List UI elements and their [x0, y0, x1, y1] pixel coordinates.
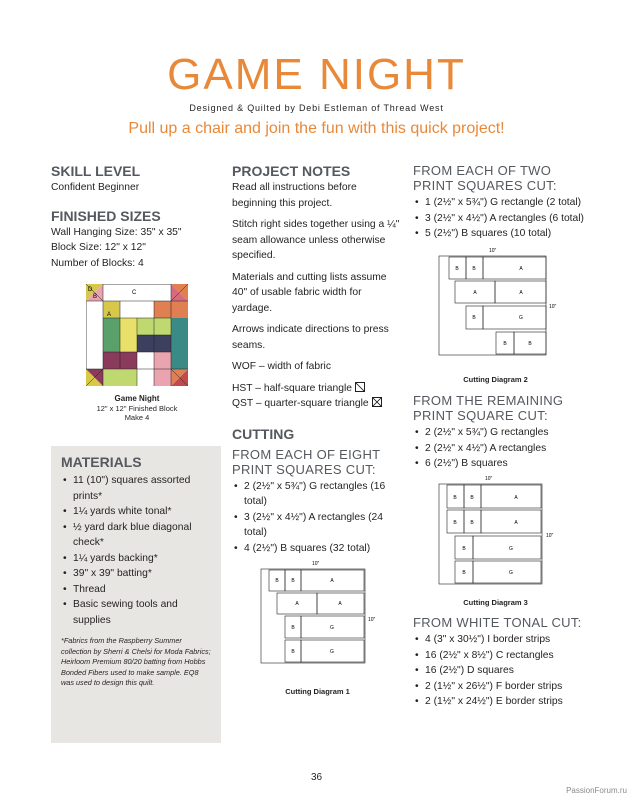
list-item: • 6 (2½") B squares	[413, 456, 603, 472]
diagram-label: A	[519, 266, 523, 272]
list-item: • 16 (2½" x 8½") C rectangles	[413, 648, 603, 664]
diagram-label: G	[509, 546, 513, 552]
list-item: • 11 (10") squares assorted prints*	[61, 473, 211, 504]
quilt-block-illustration	[86, 284, 188, 386]
diagram-label: B	[528, 341, 532, 347]
diagram-label: A	[330, 578, 334, 584]
diagram-label: B	[291, 625, 295, 631]
diagram-label: G	[330, 625, 334, 631]
diagram-label: A	[473, 290, 477, 296]
dim-label: 10"	[485, 476, 493, 482]
dim-label: 10"	[489, 248, 497, 254]
diagram-label: B	[503, 341, 507, 347]
materials-list	[61, 473, 211, 628]
cutting-diagram-3	[433, 473, 558, 587]
cutting-diagram-3-caption: Cutting Diagram 3	[463, 598, 528, 607]
diagram-label: B	[291, 649, 295, 655]
block-label-d: D	[88, 287, 93, 293]
cutting-two-list	[413, 195, 603, 242]
cutting-eight-list	[232, 479, 402, 557]
block-label-c: C	[132, 290, 137, 296]
diagram-label: A	[519, 290, 523, 296]
finished-sizes-heading: FINISHED SIZES	[51, 207, 161, 224]
list-item: • 3 (2½" x 4½") A rectangles (6 total)	[413, 211, 603, 227]
diagram-label: B	[472, 266, 476, 272]
note-paragraph: Stitch right sides together using a ¼" seam allowance unless otherwise specified.	[232, 219, 400, 261]
cutting-diagram-2	[433, 246, 558, 358]
list-item: • 3 (2½" x 4½") A rectangles (24 total)	[232, 510, 402, 541]
hst-line	[232, 381, 402, 397]
left-column	[51, 163, 221, 277]
page-title: GAME NIGHT	[167, 50, 466, 99]
finished-size-line: Block Size: 12" x 12"	[51, 242, 146, 253]
hst-icon	[355, 382, 365, 392]
cutting-diagram-1	[255, 557, 380, 667]
list-item: • 1¼ yards white tonal*	[61, 504, 211, 520]
list-item: • 2 (2½" x 5¾") G rectangles (16 total)	[232, 479, 402, 510]
right-column	[413, 163, 603, 242]
middle-column	[232, 163, 402, 556]
cutting-diagram-1-caption: Cutting Diagram 1	[285, 687, 350, 696]
list-item: • 1 (2½" x 5¾") G rectangle (2 total)	[413, 195, 603, 211]
list-item: • 1¼ yards backing*	[61, 551, 211, 567]
diagram-label: G	[330, 649, 334, 655]
block-caption	[86, 394, 188, 423]
note-paragraph: Materials and cutting lists assume 40" of usable fabric width for yardage.	[232, 271, 387, 314]
remaining-section	[413, 393, 603, 472]
watermark: PassionForum.ru	[566, 786, 627, 795]
cutting-diagram-2-caption: Cutting Diagram 2	[463, 375, 528, 384]
block-label-b: B	[93, 294, 98, 300]
block-label-a: A	[107, 312, 112, 318]
diagram-label: A	[514, 520, 518, 526]
finished-size-line: Wall Hanging Size: 35" x 35"	[51, 226, 182, 238]
list-item: • 2 (2½" x 4½") A rectangles	[413, 441, 603, 457]
white-tonal-section	[413, 615, 603, 710]
qst-icon	[372, 397, 382, 407]
skill-level-value: Confident Beginner	[51, 182, 140, 193]
diagram-label: A	[514, 495, 518, 501]
qst-line	[232, 396, 402, 412]
cutting-remaining-subheading: FROM THE REMAINING PRINT SQUARE CUT:	[413, 393, 564, 423]
dim-label: 10"	[549, 304, 557, 310]
diagram-label: G	[509, 570, 513, 576]
block-caption-make: Make 4	[124, 413, 150, 422]
project-notes-heading: PROJECT NOTES	[232, 163, 351, 179]
cutting-eight-subheading: FROM EACH OF EIGHT PRINT SQUARES CUT:	[232, 446, 381, 477]
finished-size-line: Number of Blocks: 4	[51, 257, 144, 269]
diagram-label: B	[462, 546, 466, 552]
diagram-label: B	[470, 495, 474, 501]
dim-label: 10"	[368, 617, 376, 623]
materials-heading: MATERIALS	[61, 454, 142, 470]
note-paragraph: Read all instructions before beginning this project.	[232, 182, 357, 209]
diagram-label: B	[453, 495, 457, 501]
list-item: • 2 (1½" x 24½") E border strips	[413, 694, 603, 710]
materials-box	[51, 446, 221, 743]
diagram-label: G	[519, 315, 523, 321]
diagram-label: B	[472, 315, 476, 321]
note-paragraph: WOF – width of fabric	[232, 361, 331, 372]
dim-label: 10"	[546, 533, 554, 539]
list-item: • 5 (2½") B squares (10 total)	[413, 226, 603, 242]
cutting-white-subheading: FROM WHITE TONAL CUT:	[413, 615, 582, 630]
note-paragraph: Arrows indicate directions to press seams.	[232, 324, 389, 351]
skill-level-heading: SKILL LEVEL	[51, 163, 141, 179]
list-item: • 4 (2½") B squares (32 total)	[232, 541, 402, 557]
cutting-remaining-list	[413, 425, 603, 472]
note-paragraph: QST – quarter-square triangle	[232, 398, 369, 409]
diagram-label: A	[338, 601, 342, 607]
list-item: • Basic sewing tools and supplies	[61, 597, 211, 628]
diagram-label: B	[470, 520, 474, 526]
cutting-heading: CUTTING	[232, 425, 295, 442]
note-paragraph: HST – half-square triangle	[232, 382, 353, 394]
diagram-label: B	[453, 520, 457, 526]
list-item: • ½ yard dark blue diagonal check*	[61, 520, 211, 551]
list-item: • 4 (3" x 30½") I border strips	[413, 632, 603, 648]
list-item: • 2 (2½" x 5¾") G rectangles	[413, 425, 603, 441]
cutting-white-list	[413, 632, 603, 710]
designer-byline: Designed & Quilted by Debi Estleman of Thread West	[189, 103, 444, 113]
finished-sizes-section	[51, 208, 221, 272]
list-item: • 16 (2½") D squares	[413, 663, 603, 679]
page-number: 36	[310, 772, 323, 783]
list-item: • 39" x 39" batting*	[61, 566, 211, 582]
diagram-label: B	[291, 578, 295, 584]
diagram-label: B	[455, 266, 459, 272]
block-caption-size: 12" x 12" Finished Block	[96, 403, 178, 413]
cutting-two-subheading: FROM EACH OF TWO PRINT SQUARES CUT:	[413, 163, 557, 193]
materials-footnote: *Fabrics from the Raspberry Summer collection by Sherri & Chelsi for Moda Fabrics; Heirloom Premium 80/20 batting from Hobbs Bonded Fibers used to make sample. EQ8 was used to design this quilt.	[61, 636, 211, 687]
diagram-label: A	[295, 601, 299, 607]
list-item: • 2 (1½" x 26½") F border strips	[413, 679, 603, 695]
block-caption-title: Game Night	[114, 394, 160, 403]
skill-level-section	[51, 163, 221, 196]
block-figure	[86, 284, 188, 423]
list-item: • Thread	[61, 582, 211, 598]
diagram-label: B	[275, 578, 279, 584]
tagline: Pull up a chair and join the fun with this quick project!	[128, 120, 505, 137]
diagram-label: B	[462, 570, 466, 576]
dim-label: 10"	[312, 561, 320, 567]
